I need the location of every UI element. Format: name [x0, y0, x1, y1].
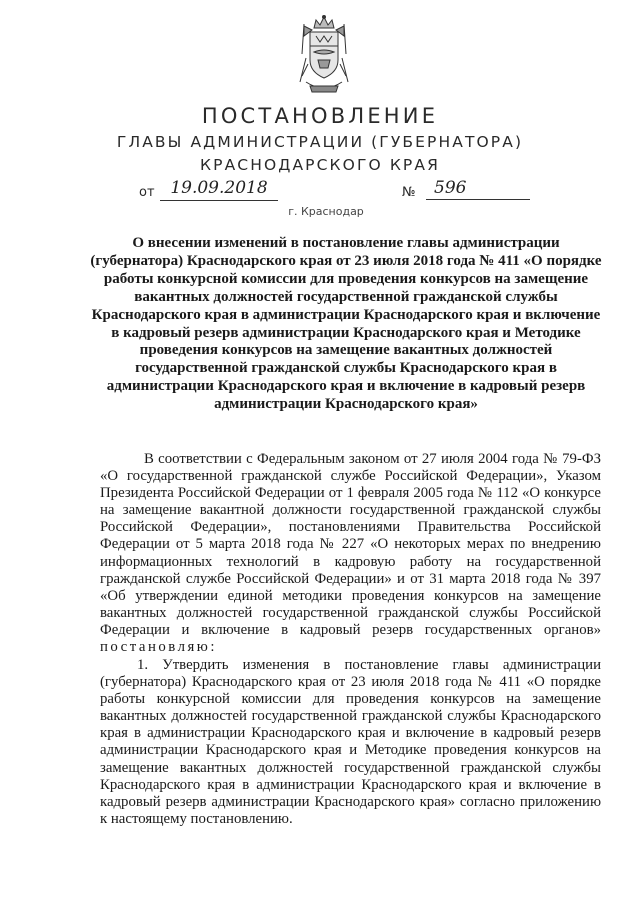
number-value: 596 — [426, 178, 530, 200]
clause-1-paragraph: 1. Утвердить изменения в постановление главы администрации (губернатора) Краснодарского края от 23 июля 2018 года № 411 «О порядке работы конкурсной комиссии для проведения конкурсов на замещение вакантных должностей государственной гражданской службы Краснодарского края в администрации Краснодарского края и включение в кадровый резерв администрации Краснодарского края и Методике проведения конкурсов на замещение вакантных должностей государственной гражданской службы Краснодарского края в администрации Краснодарского края и включение в кадровый резерв администрации Краснодарского края» согласно приложению к настоящему постановлению. — [100, 657, 601, 827]
preamble-text: В соответствии с Федеральным законом от 27 июля 2004 года № 79-ФЗ «О государственной гражданской службе Российской Федерации», Указом Президента Российской Федерации от 1 февраля 2005 года № 112 «О конкурсе на замещение вакантной должности государственной гражданской службы Российской Федерации», постановлениями Правительства Российской Федерации от 5 марта 2018 года № 227 «О некоторых мерах по внедрению информационных технологий в кадровую работу на государственной гражданской службе Российской Федерации» и от 31 марта 2018 года № 397 «Об утверждении единой методики проведения конкурсов на замещение вакантных должностей государственной гражданской службы Российской Федерации и включение в кадровый резерв государственных органов» — [100, 451, 601, 638]
date-label: от — [139, 185, 155, 200]
resolution-word: постановляю: — [100, 639, 217, 656]
document-title: О внесении изменений в постановление главы администрации (губернатора) Краснодарского края от 23 июля 2018 года № 411 «О порядке работы конкурсной комиссии для проведения конкурсов на замещение вакантных должностей государственной гражданской службы Краснодарского края в администрации Краснодарского края и включение в кадровый резерв администрации Краснодарского края и Методике проведения конкурсов на замещение вакантных должностей государственной гражданской службы Краснодарского края в администрации Краснодарского края и включение в кадровый резерв администрации Краснодарского края» — [90, 235, 602, 413]
city-line: г. Краснодар — [288, 205, 364, 218]
preamble-paragraph — [100, 451, 601, 656]
issuer-line-1: ГЛАВЫ АДМИНИСТРАЦИИ (ГУБЕРНАТОРА) — [116, 133, 524, 151]
issuer-line-2: КРАСНОДАРСКОГО КРАЯ — [200, 156, 440, 174]
date-number-row — [0, 178, 640, 205]
number-label: № — [402, 185, 416, 200]
date-value: 19.09.2018 — [160, 178, 278, 201]
krasnodar-coat-of-arms-icon — [296, 14, 352, 96]
document-type-heading: ПОСТАНОВЛЕНИЕ — [201, 104, 439, 128]
